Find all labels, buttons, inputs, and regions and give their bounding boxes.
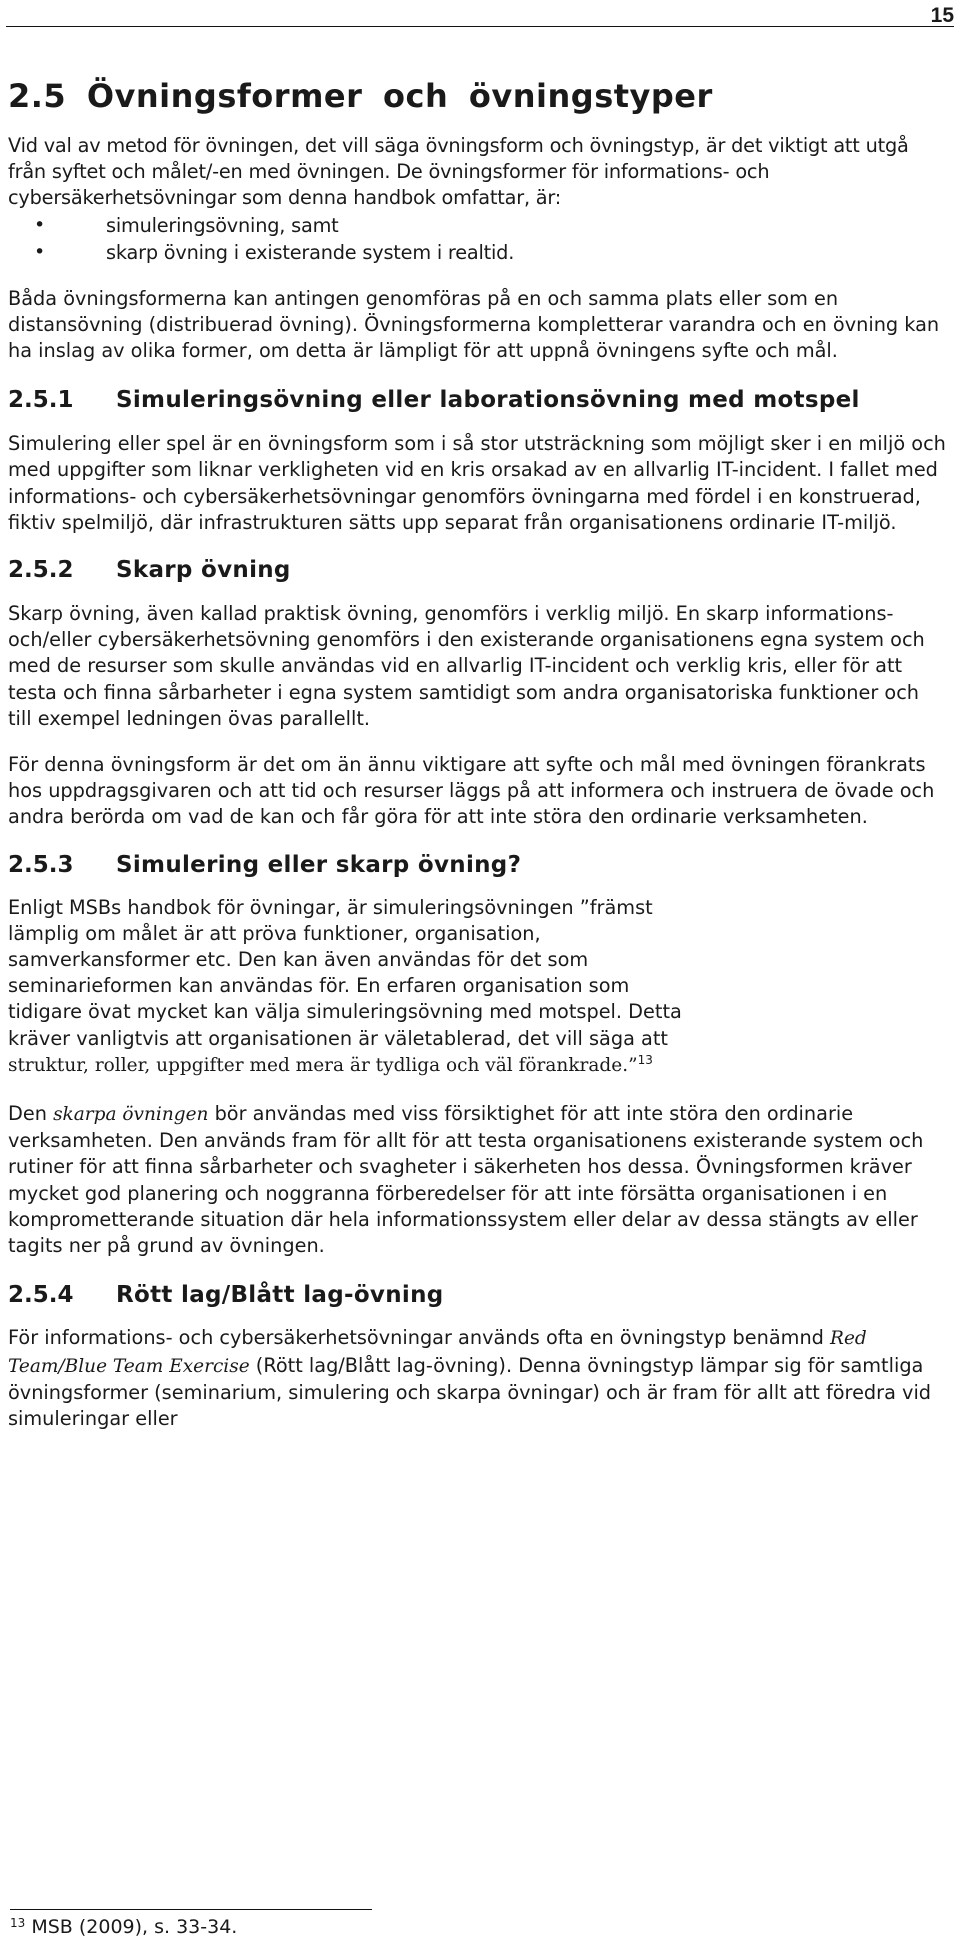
paragraph-red-blue-team (8, 1325, 948, 1432)
paragraph-both-forms: Båda övningsformerna kan antingen genomföras på en och samma plats eller som en distansövning (distribuerad övning). Övningsformerna kompletterar varandra och en övning kan ha inslag av olika former, om detta är lämpligt för att uppnå övningens syfte och mål. (8, 286, 940, 363)
section-number: 2.5.3 (8, 851, 74, 878)
section-heading-2-5-1 (8, 386, 948, 414)
emphasis-text: Red Team/Blue Team Exercise (8, 1328, 867, 1377)
section-number: 2.5.4 (8, 1282, 74, 1309)
section-number: 2.5.1 (8, 387, 74, 414)
section-heading-2-5: 2.5 Övningsformer och övningstyper (8, 77, 713, 115)
section-heading-2-5-3 (8, 851, 948, 879)
section-heading-2-5-2 (8, 556, 948, 584)
quote-line: lämplig om målet är att pröva funktioner, organisation, (8, 921, 541, 945)
quote-line: kräver vanligtvis att organisationen är väletablerad, det vill säga att (8, 1026, 668, 1050)
section-title: Rött lag/Blått lag-övning (116, 1282, 444, 1309)
text-run: För informations- och cybersäkerhetsövningar används ofta en övningstyp benämnd (8, 1326, 831, 1350)
quote-line: samverkansformer etc. Den kan även användas för det som (8, 948, 589, 972)
text-run: (Rött lag/Blått lag-övning). Denna övningstyp lämpar sig för samtliga övningsformer (seminarium, simulering och skarpa övningar) och är fram för allt att föredra vid simuleringar eller (8, 1353, 932, 1430)
quote-line-serif: struktur, roller, uppgifter med mera är tydliga och väl förankrade.” (8, 1054, 638, 1076)
header-rule (6, 26, 954, 27)
quote-line: seminarieformen kan användas för. En erfaren organisation som (8, 974, 630, 998)
page-content (8, 78, 948, 1432)
footnote-text: MSB (2009), s. 33-34. (31, 1916, 238, 1938)
bullet-list (8, 212, 948, 266)
intro-paragraph: Vid val av metod för övningen, det vill säga övningsform och övningstyp, är det viktigt att utgå från syftet och målet/-en med övningen. De övningsformer för informations- och cybersäkerhetsövningar som denna handbok omfattar, är: (8, 134, 909, 210)
paragraph-live-caution (8, 1101, 948, 1259)
text-run: Den (8, 1102, 54, 1126)
text-run: bör användas med viss försiktighet för att inte störa den ordinarie verksamheten. Den används fram för allt för att testa organisationens existerande system och rutiner för att finna sårbarheter och svagheter i säkerheten hos dessa. Övningsformen kräver mycket god planering och noggranna förberedelser för att inte försätta organisationen i en komprometterande situation där hela informationssystem eller delar av dessa stängts av eller tagits ner på grund av övningen. (8, 1102, 924, 1258)
footnote-number: 13 (10, 1916, 26, 1930)
quote-line: Enligt MSBs handbok för övningar, är simuleringsövningen ”främst (8, 895, 653, 919)
footnote-reference: 13 (637, 1052, 653, 1067)
paragraph-live-exercise: Skarp övning, även kallad praktisk övning, genomförs i verklig miljö. En skarp informations- och/eller cybersäkerhetsövning genomförs i den existerande organisationens egna system och med de resurser som skulle användas vid en allvarlig IT-incident och verklig kris, eller för att testa och finna sårbarheter i egna system samtidigt som andra organisatoriska funktioner och till exempel ledningen övas parallellt. (8, 602, 925, 730)
section-heading-2-5-4 (8, 1281, 948, 1309)
paragraph-live-exercise-purpose: För denna övningsform är det om än ännu viktigare att syfte och mål med övningen förankrats hos uppdragsgivaren och att tid och resurser läggs på att informera och instruera de övade och andra berörda om vad de kan och får göra för att inte störa den ordinarie verksamheten. (8, 753, 935, 829)
quote-line: tidigare övat mycket kan välja simuleringsövning med motspel. Detta (8, 1000, 682, 1024)
bullet-item: • skarp övning i existerande system i realtid. (8, 239, 948, 266)
emphasis-text: skarpa övningen (53, 1104, 209, 1126)
paragraph-simulation: Simulering eller spel är en övningsform som i så stor utsträckning som möjligt sker i en miljö och med uppgifter som liknar verkligheten vid en kris orsakad av en allvarlig IT-incident. I fallet med informations- och cybersäkerhetsövningar genomförs övningarna med fördel i en konstruerad, fiktiv spelmiljö, där infrastrukturen sätts upp separat från organisationens ordinarie IT-miljö. (8, 432, 946, 534)
section-title: Simulering eller skarp övning? (116, 851, 522, 878)
section-title: Skarp övning (116, 557, 291, 584)
section-title: Simuleringsövning eller laborationsövning med motspel (116, 387, 860, 414)
page-number: 15 (930, 4, 954, 27)
footnote-rule (10, 1909, 372, 1910)
bullet-item: • simuleringsövning, samt (8, 212, 948, 239)
footnote (10, 1915, 237, 1939)
section-number: 2.5.2 (8, 557, 74, 584)
quote-paragraph (8, 895, 948, 1079)
